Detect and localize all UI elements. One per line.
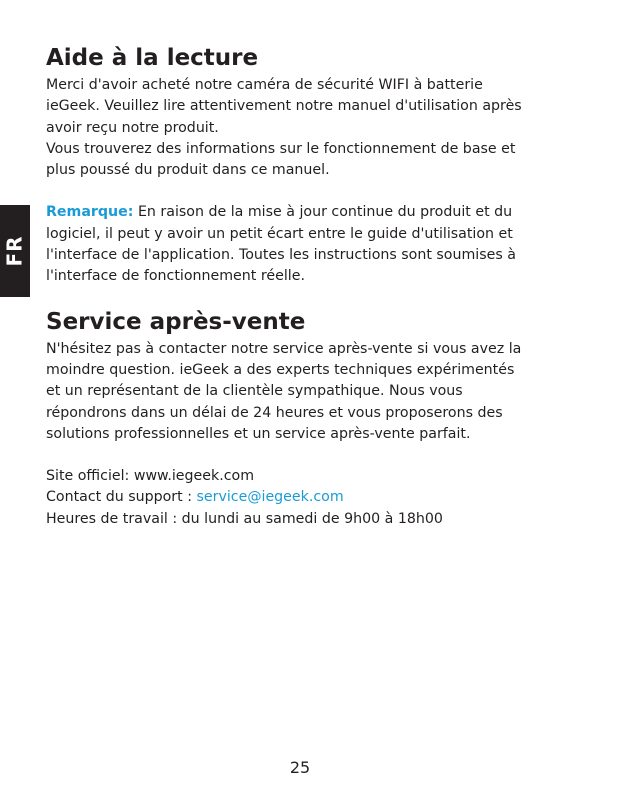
- page-number: 25: [289, 758, 311, 777]
- intro-line: ieGeek. Veuillez lire attentivement notre manuel d'utilisation après: [46, 98, 522, 115]
- intro-line: plus poussé du produit dans ce manuel.: [46, 162, 330, 179]
- intro-line: Merci d'avoir acheté notre caméra de sécurité WIFI à batterie: [46, 77, 483, 93]
- remark-line: logiciel, il peut y avoir un petit écart entre le guide d'utilisation et: [46, 225, 513, 242]
- after-sales-paragraph: [46, 339, 566, 445]
- contact-info: [46, 466, 566, 530]
- page-content: [46, 44, 566, 530]
- remark-label: Remarque:: [46, 204, 134, 221]
- remark-paragraph: [46, 202, 566, 287]
- remark-line: l'interface de fonctionnement réelle.: [46, 268, 305, 285]
- after-sales-line: répondrons dans un délai de 24 heures et vous proposerons des: [46, 404, 503, 421]
- after-sales-line: N'hésitez pas à contacter notre service après-vente si vous avez la: [46, 340, 522, 357]
- after-sales-line: solutions professionnelles et un service après-vente parfait.: [46, 425, 471, 442]
- website-line: Site officiel: www.iegeek.com: [46, 468, 255, 485]
- section-title-after-sales: Service après-vente: [46, 308, 306, 335]
- after-sales-line: et un représentant de la clientèle sympathique. Nous vous: [46, 383, 463, 400]
- intro-paragraph: [46, 75, 566, 181]
- section-title-reading-aid: Aide à la lecture: [46, 45, 259, 71]
- intro-line: Vous trouverez des informations sur le fonctionnement de base et: [46, 140, 516, 157]
- intro-line: avoir reçu notre produit.: [46, 119, 219, 136]
- language-tab: [0, 205, 30, 297]
- language-tab-label: FR: [3, 235, 27, 267]
- contact-prefix: Contact du support :: [46, 489, 197, 506]
- after-sales-line: moindre question. ieGeek a des experts techniques expérimentés: [46, 361, 515, 378]
- support-email-link[interactable]: service@iegeek.com: [196, 489, 344, 506]
- working-hours-line: Heures de travail : du lundi au samedi de 9h00 à 18h00: [46, 510, 443, 527]
- remark-line: En raison de la mise à jour continue du produit et du: [133, 204, 513, 221]
- remark-line: l'interface de l'application. Toutes les instructions sont soumises à: [46, 247, 516, 264]
